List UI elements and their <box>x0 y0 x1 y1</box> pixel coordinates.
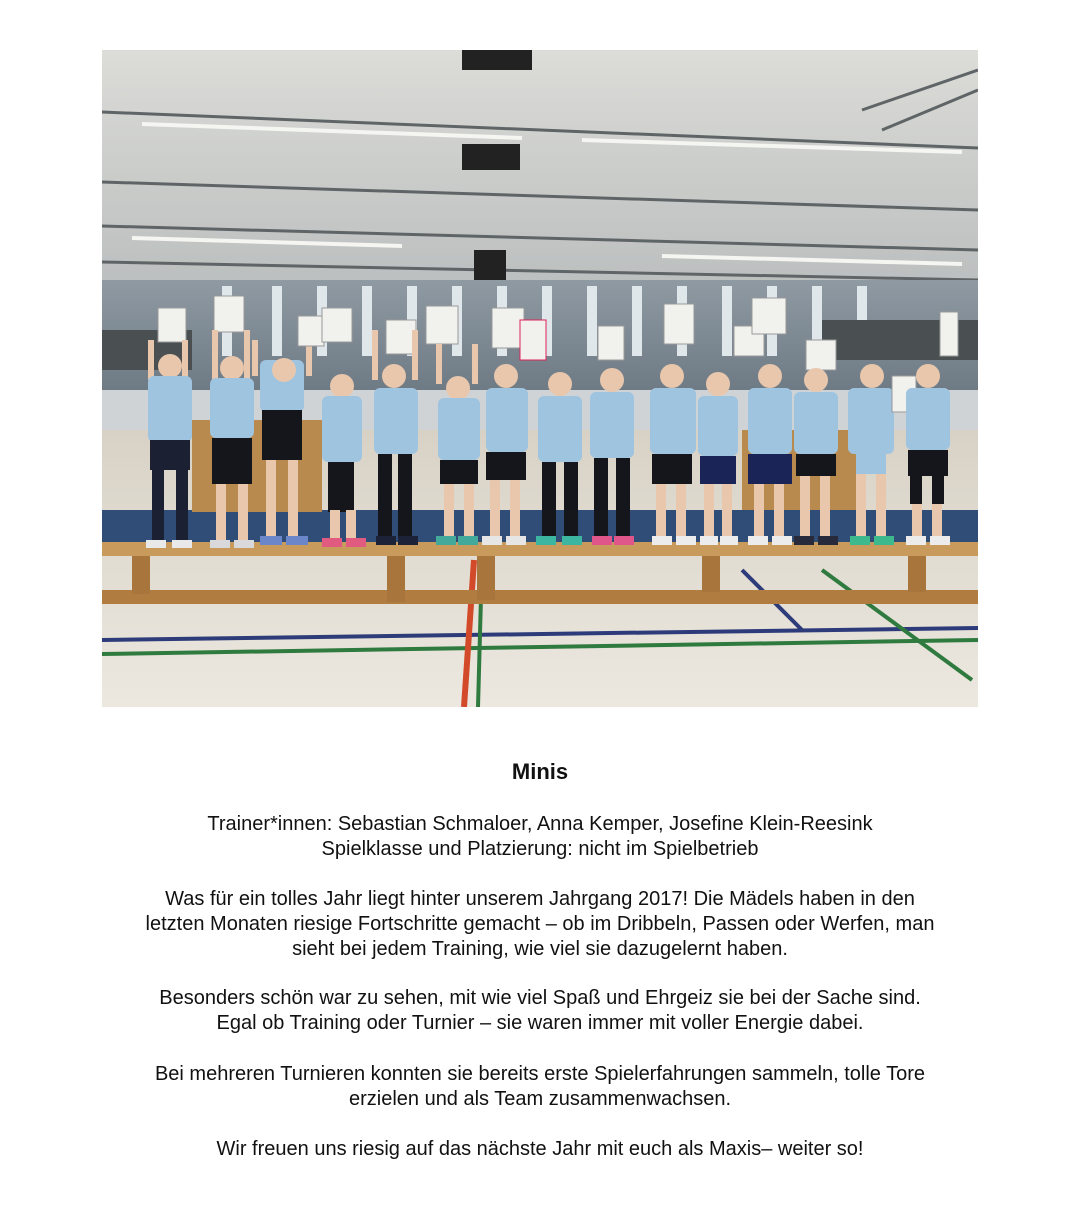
article-meta <box>100 812 980 862</box>
paragraph-line: erzielen und als Team zusammenwachsen. <box>348 1088 732 1110</box>
paragraph-3 <box>100 1062 980 1112</box>
trainer-line: Trainer*innen: Sebastian Schmaloer, Anna Kemper, Josefine Klein-Reesink <box>207 813 873 835</box>
team-photo-illustration <box>102 50 978 707</box>
paragraph-line: Bei mehreren Turnieren konnten sie bereits erste Spielerfahrungen sammeln, tolle Tore <box>154 1063 926 1085</box>
paragraph-line: Besonders schön war zu sehen, mit wie viel Spaß und Ehrgeiz sie bei der Sache sind. <box>159 987 921 1009</box>
paragraph-4 <box>100 1137 980 1162</box>
paragraph-line: Egal ob Training oder Turnier – sie waren immer mit voller Energie dabei. <box>216 1012 864 1034</box>
paragraph-line: sieht bei jedem Training, wie viel sie dazugelernt haben. <box>292 938 788 960</box>
paragraph-1 <box>100 887 980 962</box>
paragraph-line: Was für ein tolles Jahr liegt hinter unserem Jahrgang 2017! Die Mädels haben in den <box>165 888 915 910</box>
team-photo <box>102 50 978 707</box>
paragraph-line: Wir freuen uns riesig auf das nächste Jahr mit euch als Maxis– weiter so! <box>216 1138 864 1160</box>
article-title: Minis <box>511 759 569 784</box>
league-line: Spielklasse und Platzierung: nicht im Spielbetrieb <box>321 838 759 860</box>
paragraph-2 <box>100 986 980 1036</box>
paragraph-line: letzten Monaten riesige Fortschritte gemacht – ob im Dribbeln, Passen oder Werfen, man <box>145 913 935 935</box>
